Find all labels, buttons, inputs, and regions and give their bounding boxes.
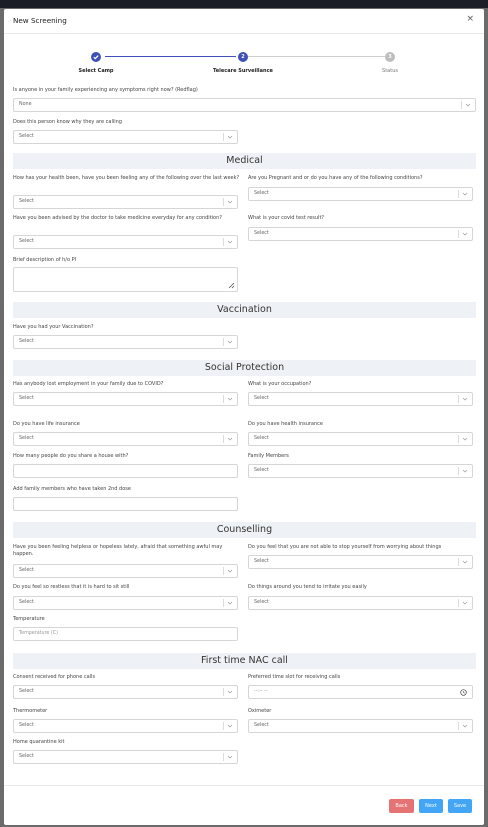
q-consent-select[interactable]: Select — [13, 685, 238, 699]
q-pregnant-select[interactable]: Select — [248, 187, 473, 201]
q-health-select[interactable]: Select — [13, 195, 238, 209]
step-1-label: Select Camp — [78, 68, 114, 74]
chevron-down-icon — [227, 723, 233, 729]
next-button[interactable]: Next — [419, 799, 443, 813]
section-social-title: Social Protection — [13, 360, 476, 376]
app-top-bar — [0, 0, 488, 8]
description-textarea[interactable] — [13, 267, 238, 292]
step-connector-1 — [105, 56, 236, 57]
q-restless-select[interactable]: Select — [13, 596, 238, 610]
q-medicine-label: Have you been advised by the doctor to take medicine everyday for any condition? — [13, 215, 222, 221]
chevron-down-icon — [462, 723, 468, 729]
chevron-down-icon — [465, 102, 471, 108]
step-1-check-icon[interactable] — [91, 52, 101, 62]
section-vaccination-title: Vaccination — [13, 302, 476, 318]
q-life-insurance-select[interactable]: Select — [13, 432, 238, 446]
q-life-insurance-label: Do you have life insurance — [13, 421, 80, 427]
q-worry-label: Do you feel that you are not able to stop yourself from worrying about things — [248, 544, 442, 550]
step-2-label: Telecare Surveillance — [213, 68, 273, 74]
q-consent-label: Consent received for phone calls — [13, 674, 96, 680]
clock-icon[interactable] — [460, 689, 467, 696]
q-oximeter-select[interactable]: Select — [248, 719, 473, 733]
new-screening-modal — [4, 9, 484, 825]
modal-header — [4, 9, 484, 34]
q-medicine-select[interactable]: Select — [13, 235, 238, 249]
q-family-members-label: Family Members — [248, 453, 289, 459]
q-irritate-label: Do things around you tend to irritate you easily — [248, 584, 367, 590]
q-health-label: How has your health been, have you been feeling any of the following over the last week? — [13, 175, 240, 181]
time-slot-input[interactable]: --:-- -- — [248, 685, 473, 699]
stepper — [4, 52, 484, 88]
q-helpless-label: Have you been feeling helpless or hopeless lately, afraid that something awful may happen. — [13, 544, 223, 557]
q-family-members-select[interactable]: Select — [248, 464, 473, 478]
q-time-slot-label: Preferred time slot for receiving calls — [248, 674, 341, 680]
q-know-why-select[interactable]: Select — [13, 130, 238, 144]
q-quarantine-kit-select[interactable]: Select — [13, 750, 238, 764]
chevron-down-icon — [227, 339, 233, 345]
q-restless-label: Do you feel so restless that it is hard to sit still — [13, 584, 130, 590]
q-irritate-select[interactable]: Select — [248, 596, 473, 610]
chevron-down-icon — [227, 134, 233, 140]
q-second-dose-label: Add family members who have taken 2nd dose — [13, 486, 131, 492]
people-count-input[interactable] — [13, 464, 238, 478]
q-worry-select[interactable]: Select — [248, 555, 473, 569]
step-3-number[interactable]: 3 — [385, 52, 395, 62]
q-thermometer-label: Thermometer — [13, 708, 48, 714]
q-employment-select[interactable]: Select — [13, 392, 238, 406]
back-button[interactable]: Back — [389, 799, 414, 813]
chevron-down-icon — [227, 754, 233, 760]
q-temperature-label: Temperature — [13, 616, 45, 622]
chevron-down-icon — [227, 689, 233, 695]
chevron-down-icon — [462, 231, 468, 237]
q-redflag-select[interactable]: None — [13, 98, 476, 112]
q-health-insurance-label: Do you have health insurance — [248, 421, 323, 427]
temperature-input[interactable]: Temperature (C) — [13, 627, 238, 641]
q-know-why-label: Does this person know why they are calling — [13, 119, 122, 125]
modal-title: New Screening — [13, 16, 67, 25]
modal-footer — [4, 785, 484, 825]
close-icon[interactable]: × — [466, 14, 474, 24]
q-description-label: Brief description of h/o PI — [13, 257, 77, 263]
q-vaccination-label: Have you had your Vaccination? — [13, 324, 94, 330]
q-redflag-label: Is anyone in your family experiencing any symptoms right now? (Redflag) — [13, 87, 198, 93]
q-employment-label: Has anybody lost employment in your family due to COVID? — [13, 381, 164, 387]
step-3-label: Status — [382, 68, 398, 74]
section-medical-title: Medical — [13, 153, 476, 169]
chevron-down-icon — [462, 436, 468, 442]
section-nac-title: First time NAC call — [13, 653, 476, 669]
q-occupation-label: What is your occupation? — [248, 381, 312, 387]
q-health-insurance-select[interactable]: Select — [248, 432, 473, 446]
q-helpless-select[interactable]: Select — [13, 564, 238, 578]
chevron-down-icon — [227, 568, 233, 574]
chevron-down-icon — [462, 468, 468, 474]
resize-handle-icon[interactable] — [228, 282, 235, 289]
chevron-down-icon — [227, 396, 233, 402]
q-pregnant-label: Are you Pregnant and or do you have any of the following conditions? — [248, 175, 423, 181]
q-vaccination-select[interactable]: Select — [13, 335, 238, 349]
chevron-down-icon — [462, 600, 468, 606]
chevron-down-icon — [227, 199, 233, 205]
save-button[interactable]: Save — [448, 799, 472, 813]
q-oximeter-label: Oximeter — [248, 708, 272, 714]
q-covid-select[interactable]: Select — [248, 227, 473, 241]
chevron-down-icon — [227, 600, 233, 606]
chevron-down-icon — [462, 559, 468, 565]
chevron-down-icon — [462, 191, 468, 197]
step-connector-2 — [248, 56, 385, 57]
q-occupation-select[interactable]: Select — [248, 392, 473, 406]
q-quarantine-kit-label: Home quarantine kit — [13, 739, 65, 745]
second-dose-input[interactable] — [13, 497, 238, 511]
step-2-number[interactable]: 2 — [238, 52, 248, 62]
q-people-label: How many people do you share a house with? — [13, 453, 129, 459]
q-covid-label: What is your covid test result? — [248, 215, 325, 221]
q-thermometer-select[interactable]: Select — [13, 719, 238, 733]
chevron-down-icon — [227, 239, 233, 245]
section-counselling-title: Counselling — [13, 522, 476, 538]
chevron-down-icon — [227, 436, 233, 442]
chevron-down-icon — [462, 396, 468, 402]
